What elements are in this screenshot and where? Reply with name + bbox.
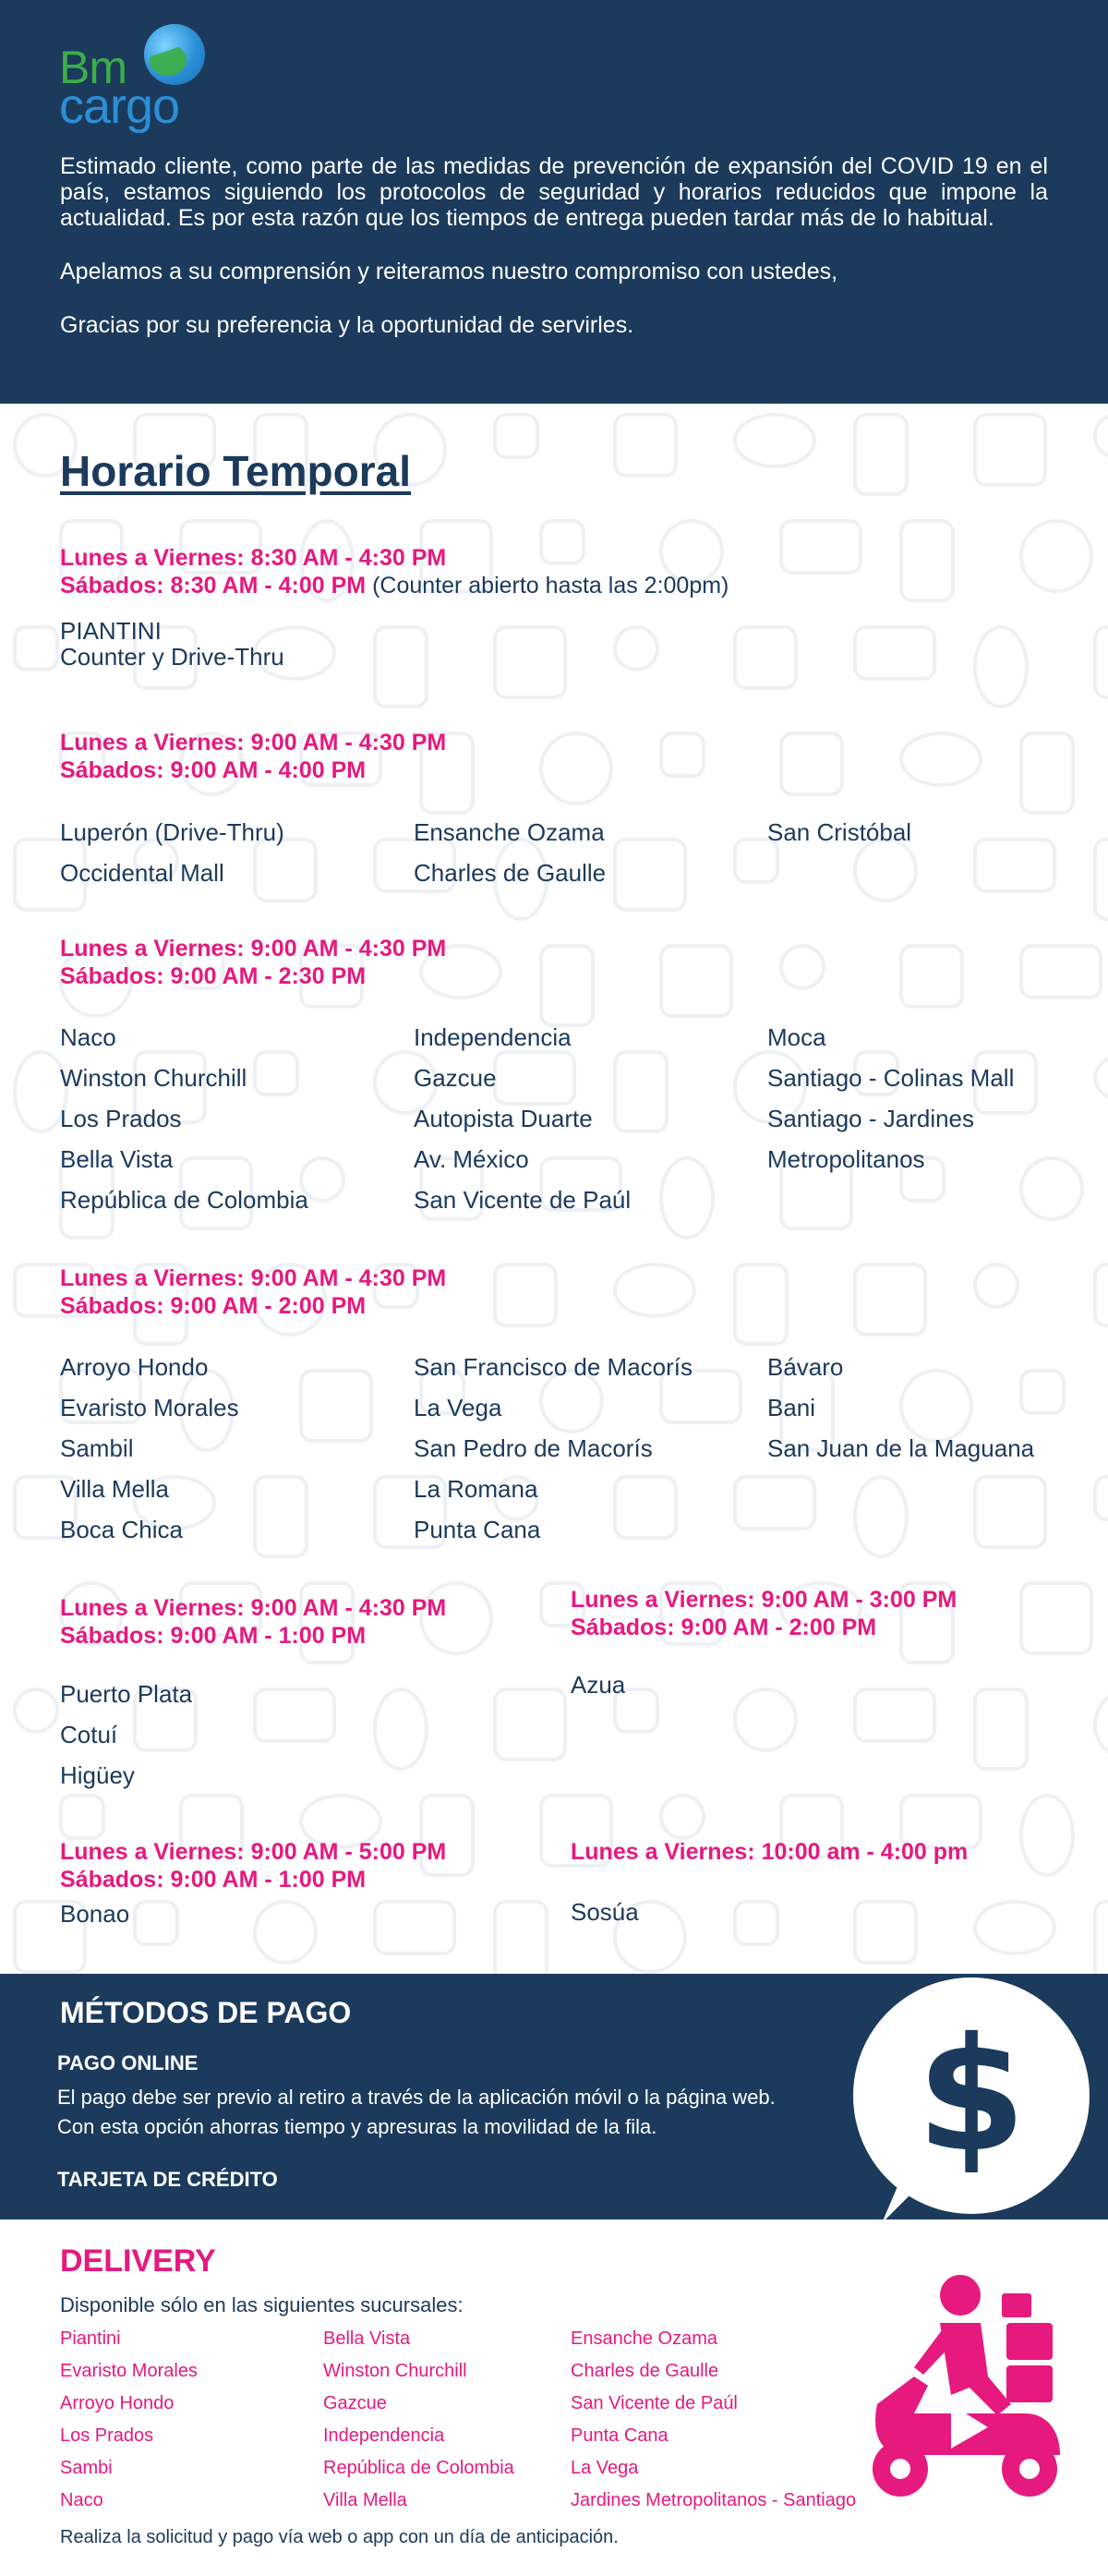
weekday-hours: Lunes a Viernes: 9:00 AM - 4:30 PM xyxy=(60,1265,447,1291)
delivery-branch: Gazcue xyxy=(323,2393,387,2413)
weekday-hours: Lunes a Viernes: 9:00 AM - 5:00 PM xyxy=(60,1839,447,1865)
branch-column-3 xyxy=(767,1347,1034,1469)
branch-name: Ensanche Ozama xyxy=(414,818,605,846)
branch-name: Evaristo Morales xyxy=(60,1394,239,1421)
branch-column-3 xyxy=(767,1017,1014,1179)
delivery-branch: Evaristo Morales xyxy=(60,2361,198,2381)
delivery-branch: Independencia xyxy=(323,2425,445,2446)
branch-column-1 xyxy=(60,1893,129,1934)
branch-name: Villa Mella xyxy=(60,1475,170,1503)
pay-online-text: Con esta opción ahorras tiempo y apresuras la movilidad de la fila. xyxy=(57,2115,657,2138)
saturday-hours: Sábados: 9:00 AM - 1:00 PM xyxy=(60,1623,367,1649)
branch-name: Metropolitanos xyxy=(767,1145,925,1173)
logo-text-bm: Bm xyxy=(59,42,126,93)
delivery-subtitle: Disponible sólo en las siguientes sucursales: xyxy=(60,2293,464,2316)
branch-name: Bella Vista xyxy=(60,1145,174,1173)
delivery-branch: Los Prados xyxy=(60,2425,154,2446)
branch-column-1 xyxy=(60,1674,192,1796)
branch-column-2 xyxy=(414,812,606,893)
delivery-branch: República de Colombia xyxy=(323,2458,514,2478)
branch-name: Puerto Plata xyxy=(60,1680,193,1708)
branch-column-1 xyxy=(60,1017,308,1220)
pay-online-text: El pago debe ser previo al retiro a través de la aplicación móvil o la página web. xyxy=(57,2086,776,2109)
branch-name: San Cristóbal xyxy=(767,818,912,846)
delivery-footer-note: Realiza la solicitud y pago vía web o app con un día de anticipación. xyxy=(60,2527,619,2547)
intro-header xyxy=(0,0,1108,404)
branch-name: Bávaro xyxy=(767,1353,844,1381)
branch-column-3 xyxy=(767,812,911,853)
branch-name: Higüey xyxy=(60,1761,135,1789)
logo-text-cargo: cargo xyxy=(59,79,180,134)
delivery-branch: Winston Churchill xyxy=(323,2361,467,2381)
branch-name: San Francisco de Macorís xyxy=(414,1353,693,1381)
branch-name: Luperón (Drive-Thru) xyxy=(60,818,284,846)
branch-name: Santiago - Colinas Mall xyxy=(767,1064,1015,1092)
hours-note: (Counter abierto hasta las 2:00pm) xyxy=(372,573,729,599)
branch-name: La Romana xyxy=(414,1475,538,1503)
credit-card-label: TARJETA DE CRÉDITO xyxy=(57,2168,278,2191)
saturday-hours: Sábados: 9:00 AM - 1:00 PM xyxy=(60,1867,367,1893)
delivery-branch: Ensanche Ozama xyxy=(571,2328,717,2349)
branch-name: Gazcue xyxy=(414,1064,497,1092)
intro-message xyxy=(60,153,1048,366)
delivery-branch: Villa Mella xyxy=(323,2490,407,2510)
hours-group-6 xyxy=(571,1586,957,1641)
delivery-branch: La Vega xyxy=(571,2458,639,2478)
branch-name: Autopista Duarte xyxy=(414,1105,593,1132)
delivery-column-3 xyxy=(571,2323,856,2517)
branch-column-2 xyxy=(414,1017,631,1220)
branch-name: Boca Chica xyxy=(60,1516,183,1543)
weekday-hours: Lunes a Viernes: 9:00 AM - 3:00 PM xyxy=(571,1587,957,1613)
branch-name: Punta Cana xyxy=(414,1516,541,1543)
branch-name: La Vega xyxy=(414,1394,502,1421)
saturday-hours: Sábados: 9:00 AM - 4:00 PM xyxy=(60,757,367,783)
weekday-hours: Lunes a Viernes: 8:30 AM - 4:30 PM xyxy=(60,545,447,571)
logo-bubble-icon xyxy=(144,24,205,85)
branch-name: Bonao xyxy=(60,1900,130,1928)
hours-group-4 xyxy=(60,1264,446,1320)
weekday-hours: Lunes a Viernes: 10:00 am - 4:00 pm xyxy=(571,1839,969,1865)
branch-name: Moca xyxy=(767,1023,826,1051)
branch-name: Winston Churchill xyxy=(60,1064,247,1092)
branch-name: PIANTINI xyxy=(60,617,162,645)
payment-methods-section xyxy=(0,1974,1108,2219)
delivery-scooter-icon xyxy=(849,2266,1071,2506)
schedule-section xyxy=(0,404,1108,1974)
branch-name: Los Prados xyxy=(60,1105,182,1132)
hours-group-5 xyxy=(60,1594,446,1650)
branch-name: Arroyo Hondo xyxy=(60,1353,209,1381)
weekday-hours: Lunes a Viernes: 9:00 AM - 4:30 PM xyxy=(60,936,447,961)
delivery-branch: Charles de Gaulle xyxy=(571,2361,719,2381)
saturday-hours: Sábados: 9:00 AM - 2:00 PM xyxy=(60,1293,367,1319)
payment-title: MÉTODOS DE PAGO xyxy=(60,1996,352,2029)
pay-online-label: PAGO ONLINE xyxy=(57,2051,199,2074)
pay-online-description xyxy=(57,2083,776,2142)
branch-name: Sosúa xyxy=(571,1898,639,1926)
weekday-hours: Lunes a Viernes: 9:00 AM - 4:30 PM xyxy=(60,730,447,756)
delivery-branch: Bella Vista xyxy=(323,2328,411,2349)
branch-name: Azua xyxy=(571,1671,626,1699)
delivery-branch: Sambi xyxy=(60,2458,113,2478)
delivery-title: DELIVERY xyxy=(60,2243,216,2279)
branch-name: Santiago - Jardines xyxy=(767,1105,975,1132)
branch-name: Cotuí xyxy=(60,1721,118,1748)
delivery-branch: San Vicente de Paúl xyxy=(571,2393,738,2413)
delivery-column-2 xyxy=(323,2323,514,2517)
branch-name: Sambil xyxy=(60,1434,134,1462)
saturday-hours: Sábados: 9:00 AM - 2:30 PM xyxy=(60,963,367,989)
branch-name: Independencia xyxy=(414,1023,572,1051)
weekday-hours: Lunes a Viernes: 9:00 AM - 4:30 PM xyxy=(60,1595,447,1621)
branch-name: San Vicente de Paúl xyxy=(414,1186,632,1214)
hours-group-2 xyxy=(60,729,446,784)
dollar-icon: $ xyxy=(916,2004,1027,2187)
branch-column-1 xyxy=(60,812,284,893)
hours-group-1 xyxy=(60,544,729,599)
branch-name: República de Colombia xyxy=(60,1186,308,1214)
delivery-branch: Arroyo Hondo xyxy=(60,2393,175,2413)
delivery-branch: Piantini xyxy=(60,2328,121,2349)
delivery-branch: Jardines Metropolitanos - Santiago xyxy=(571,2490,857,2510)
branch-column-2 xyxy=(414,1347,692,1550)
saturday-hours: Sábados: 8:30 AM - 4:00 PM xyxy=(60,573,367,599)
bm-cargo-logo xyxy=(57,24,205,134)
branch-name: Occidental Mall xyxy=(60,859,224,887)
branch-service: Counter y Drive-Thru xyxy=(60,643,284,671)
saturday-hours: Sábados: 9:00 AM - 2:00 PM xyxy=(571,1615,877,1640)
branch-name: San Pedro de Macorís xyxy=(414,1434,653,1462)
delivery-branch: Punta Cana xyxy=(571,2425,668,2446)
branch-name: Av. México xyxy=(414,1145,529,1173)
hours-group-8 xyxy=(571,1838,968,1866)
schedule-title: Horario Temporal xyxy=(60,447,411,495)
branch-name: San Juan de la Maguana xyxy=(767,1434,1035,1462)
branch-name: Charles de Gaulle xyxy=(414,859,607,887)
delivery-column-1 xyxy=(60,2323,198,2517)
branch-name: Bani xyxy=(767,1394,816,1421)
branch-name: Naco xyxy=(60,1023,116,1051)
intro-paragraph: Estimado cliente, como parte de las medidas de prevención de expansión del COVID 19 en el país, estamos siguiendo los protocolos de seguridad y horarios reducidos que impone la actualidad. Es por esta razón que los tiempos de entrega pueden tardar más de lo habitual. xyxy=(60,153,1048,231)
branch-column-1 xyxy=(571,1892,639,1932)
branch-column-1 xyxy=(571,1664,625,1705)
delivery-section xyxy=(0,2219,1108,2576)
branch-column-1 xyxy=(60,1347,239,1550)
delivery-branch: Naco xyxy=(60,2490,103,2510)
intro-paragraph: Apelamos a su comprensión y reiteramos nuestro compromiso con ustedes, xyxy=(60,259,838,284)
intro-paragraph: Gracias por su preferencia y la oportunidad de servirles. xyxy=(60,312,634,338)
branch-block-piantini xyxy=(60,618,284,670)
hours-group-7 xyxy=(60,1838,446,1893)
hours-group-3 xyxy=(60,935,446,990)
